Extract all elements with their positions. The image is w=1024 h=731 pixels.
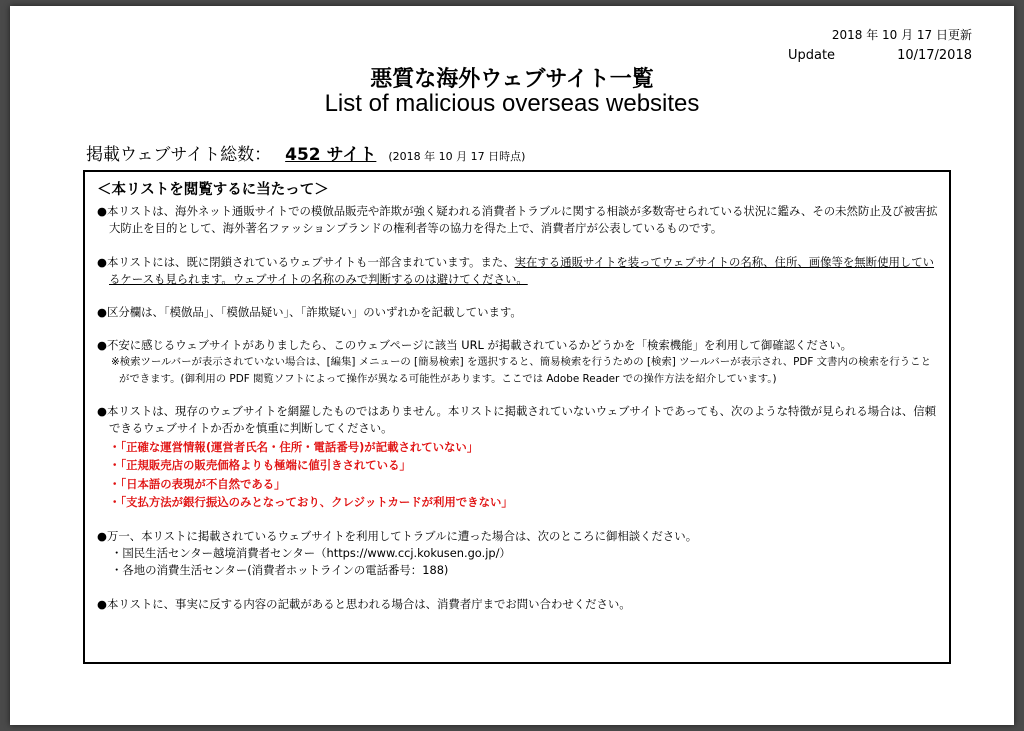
count-value: 452 サイト: [285, 145, 377, 165]
page-title-en: List of malicious overseas websites: [324, 90, 700, 117]
page-title-jp: 悪質な海外ウェブサイト一覧: [370, 67, 654, 92]
document-page: [10, 6, 1014, 725]
contact-item: ・国民生活センター越境消費者センター（https://www.ccj.kokusen.go.jp/）: [111, 546, 511, 561]
search-toolbar-note: ※検索ツールバーが表示されていない場合は、[編集] メニューの [簡易検索] を選択すると、簡易検索を行うための [検索] ツールバーが表示され、PDF 文書内の検索を行うことができます。(御利用の PDF 閲覧ソフトによって操作が異なる可能性があります。ここでは Adobe Reader での操作方法を紹介しています。): [111, 356, 931, 385]
notice-paragraph-not-exhaustive: ●本リストは、現存のウェブサイトを網羅したものではありません。本リストに掲載されていないウェブサイトであっても、次のような特徴が見られる場合は、信頼できるウェブサイトか否かを慎重に判断してください。: [97, 404, 937, 436]
warning-sign-item: ・「支払方法が銀行振込のみとなっており、クレジットカードが利用できない」: [109, 495, 513, 510]
notice-paragraph-inquiry: ●本リストに、事実に反する内容の記載があると思われる場合は、消費者庁までお問い合わせください。: [97, 596, 631, 611]
notice-paragraph-closed-sites: [95, 254, 939, 288]
notice-paragraph-purpose: ●本リストは、海外ネット通販サイトでの模倣品販売や詐欺が強く疑われる消費者トラブルに関する相談が多数寄せられている状況に鑑み、その未然防止及び被害拡大防止を目的として、海外著名ファッションブランドの権利者等の協力を得た上で、消費者庁が公表しているものです。: [97, 204, 938, 236]
warning-sign-item: ・「正規販売店の販売価格よりも極端に値引きされている」: [109, 458, 411, 473]
notice-heading: ＜本リストを閲覧するに当たって＞: [97, 182, 329, 198]
notice-paragraph-consultation: ●万一、本リストに掲載されているウェブサイトを利用してトラブルに遭った場合は、次のところに御相談ください。: [97, 529, 698, 544]
updated-date-jp: 2018 年 10 月 17 日更新: [831, 28, 972, 42]
count-label: 掲載ウェブサイト総数：: [86, 145, 272, 165]
warning-signs-list: [95, 438, 939, 512]
count-note: (2018 年 10 月 17 日時点): [388, 150, 526, 163]
contact-item: ・各地の消費生活センター(消費者ホットラインの電話番号：188): [111, 563, 449, 578]
notice-paragraph-search: ●不安に感じるウェブサイトがありましたら、このウェブページに該当 URL が掲載されているかどうかを「検索機能」を利用して御確認ください。: [97, 338, 852, 353]
website-count: [86, 140, 525, 165]
warning-sign-item: ・「正確な運営情報(運営者氏名・住所・電話番号)が記載されていない」: [109, 439, 479, 454]
warning-sign-item: ・「日本語の表現が不自然である」: [109, 476, 286, 491]
notice-paragraph-category: ●区分欄は、「模倣品」、「模倣品疑い」、「詐欺疑い」のいずれかを記載しています。: [97, 305, 522, 320]
update-row: [788, 48, 972, 63]
notice-box: [83, 170, 951, 664]
update-label: Update: [787, 48, 836, 63]
update-date: 10/17/2018: [897, 48, 972, 63]
impersonation-warning: 実在する通販サイトを装ってウェブサイトの名称、住所、画像等を無断使用しているケースも見られます。ウェブサイトの名称のみで判断するのは避けてください。: [109, 254, 935, 286]
closed-sites-text: ●本リストには、既に閉鎖されているウェブサイトも一部含まれています。また、: [97, 254, 515, 269]
